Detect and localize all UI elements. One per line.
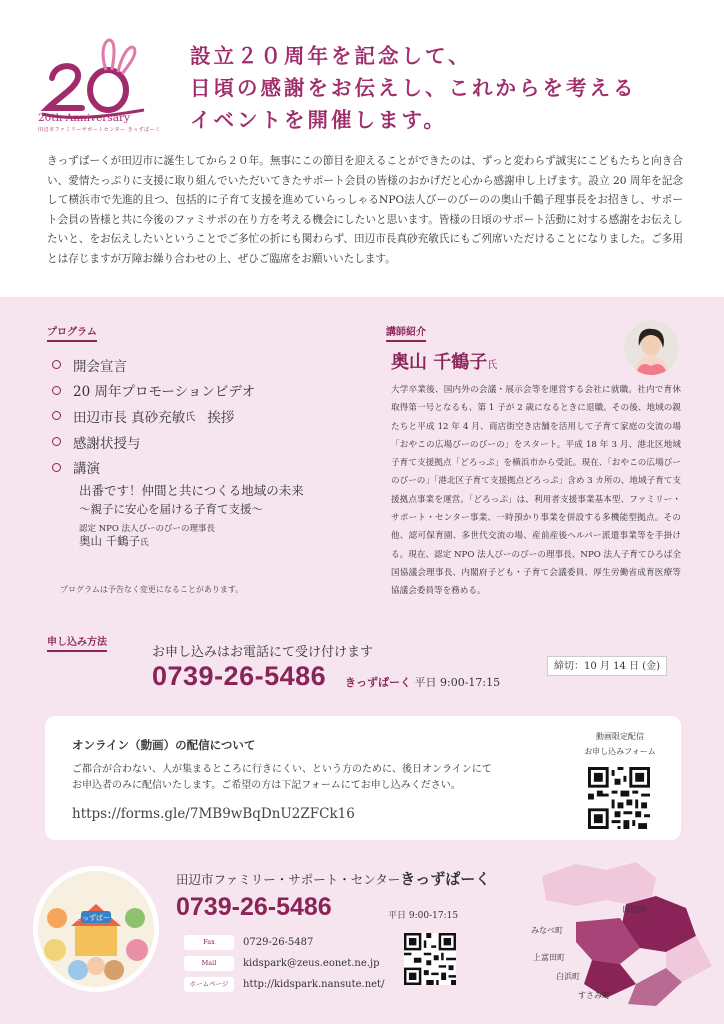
footer-hours: 平日 9:00-17:15: [388, 911, 459, 921]
apply-label: 申し込み方法: [47, 633, 107, 652]
lecture-speaker-name: 奥山 千鶴子氏: [79, 534, 149, 548]
headline-line-3: イベントを開催します。: [190, 108, 447, 132]
map-label-kamitonda: 上富田町: [533, 953, 565, 962]
lecture-subtitle: 〜親子に安心を届ける子育て支援〜: [79, 502, 263, 516]
form-qr-code-icon[interactable]: [588, 767, 650, 829]
mascot-sign-text: きっずぱーく: [75, 914, 117, 922]
mail-tag: Mail: [184, 956, 234, 971]
circle-bullet-icon: [52, 437, 61, 446]
map-label-minabe: みなべ町: [531, 926, 563, 935]
mail-link[interactable]: kidspark@zeus.eonet.ne.jp: [243, 957, 380, 969]
map-label-shirahama: 白浜町: [556, 972, 580, 981]
footer-phone: 0739-26-5486: [176, 893, 332, 921]
program-item: 感謝状授与: [52, 429, 372, 455]
program-label: プログラム: [47, 323, 97, 342]
lecture-speaker-role: 認定 NPO 法人びーのびーの理事長: [79, 524, 216, 534]
circle-bullet-icon: [52, 411, 61, 420]
apply-text: お申し込みはお電話にて受け付けます: [152, 645, 374, 660]
fax-number: 0729-26-5487: [243, 936, 314, 948]
headline-line-1: 設立２０周年を記念して、: [190, 44, 472, 68]
web-tag: ホームページ: [184, 977, 234, 992]
speaker-label: 講師紹介: [386, 323, 426, 342]
circle-bullet-icon: [52, 360, 61, 369]
lecture-title: 出番です！仲間と共につくる地域の未来: [79, 483, 304, 498]
online-form-link[interactable]: https://forms.gle/7MB9wBqDnU2ZFCk16: [72, 806, 355, 822]
fax-tag: Fax: [184, 935, 234, 950]
online-body: ご都合が合わない、人が集まるところに行きにくい、という方のために、後日オンラインにて お申込者のみに配信いたします。ご希望の方は下記フォームにてお申し込みください。: [72, 764, 492, 791]
headline: [190, 40, 710, 136]
program-note: プログラムは予告なく変更になることがあります。: [60, 585, 244, 594]
logo-org-text: 田辺市ファミリーサポートセンター きっずぱーく: [38, 127, 161, 133]
program-item: 講演: [52, 454, 372, 480]
circle-bullet-icon: [52, 463, 61, 472]
circle-bullet-icon: [52, 386, 61, 395]
speaker-portrait-icon: [624, 320, 679, 375]
online-title: オンライン（動画）の配信について: [72, 738, 256, 752]
web-link[interactable]: http://kidspark.nansute.net/: [243, 978, 385, 990]
lecture-details: [79, 482, 379, 551]
program-item: 20 周年プロモーションビデオ: [52, 378, 372, 404]
program-item: 開会宣言: [52, 352, 372, 378]
logo-anniversary-text: 20th Anniversary: [38, 112, 130, 124]
deadline-box: 締切：10 月 14 日 (金): [547, 656, 667, 676]
program-list: [52, 352, 372, 480]
mail-row: [184, 954, 379, 972]
apply-phone: 0739-26-5486: [152, 661, 327, 691]
map-label-susami: すさみ町: [578, 991, 610, 1000]
kids-animals-illustration-icon: [33, 866, 159, 992]
map-label-tanabe: 田辺市: [622, 905, 646, 914]
web-row: [184, 975, 384, 993]
qr-caption: 動画限定配信 お申し込みフォーム: [584, 732, 656, 756]
apply-hours: きっずぱーく 平日 9:00-17:15: [345, 676, 501, 689]
region-map: [536, 856, 716, 1016]
headline-line-2: 日頃の感謝をお伝えし、これからを考える: [190, 76, 637, 100]
program-item: 田辺市長 真砂充敏 氏 挨拶: [52, 403, 372, 429]
intro-paragraph: きっずぱーくが田辺市に誕生してから２０年。無事にこの節目を迎えることができたのは、ずっと変わらず誠実にこどもたちと向き合い、愛情たっぷりに支援に取り組んでいただいてきたサポート会員の皆様のおかげだと心から感謝申し上げます。設立 20 周年を記念して横浜市で先進的且つ、包括的に子育て支援を進めていらっしゃるNPO法人びーのびーのの奥山千鶴子理事長をお招きし、サポート会員の皆様と共に今後のファミサポの在り方を考える機会にしたいと思います。皆様の日頃のサポート活動に対する感謝をお伝えしたいと、をお伝えしたいということでご多忙の折にも関わらず、田辺市長真砂充敏氏にもご列席いただけることになりました。ご多用とは存じますが万障お繰り合わせの上、ぜひご臨席をお願いいたします。: [47, 155, 683, 265]
speaker-photo: [624, 320, 679, 375]
speaker-name: 奥山 千鶴子氏: [391, 352, 498, 373]
fax-row: [184, 933, 313, 951]
mascot-illustration: [33, 866, 159, 992]
footer-org-name: 田辺市ファミリー・サポート・センターきっずぱーく: [176, 870, 491, 888]
website-qr-code-icon[interactable]: [404, 933, 456, 985]
speaker-bio: 大学卒業後、国内外の会議・展示会等を運営する会社に就職。社内で育休取得第一号となるも、第 1 子が 2 歳になるときに退職。その後、地域の親たちと平成 12 年 4 月、商店街空き店舗を活用して子育て家庭の交流の場「おやこの広場びーのびーの」をスタート。平成 18 年 3 月、港北区地域子育て支援拠点「どろっぷ」を横浜市から受託。現在、「おやこの広場びーのびーの」「港北区子育て支援拠点どろっぷ」含め 3 カ所の、地域子育て支援拠点事業を運営。「どろっぷ」は、利用者支援事業基本型、ファミリー・サポート・センター事業、一時預かり事業を併設する多機能型拠点。その他、認可保育園、多世代交流の場、産前産後ヘルパー派遣事業等を手掛ける。現在、認定 NPO 法人びーのびーの理事長、NPO 法人子育てひろば全国協議会理事長、内閣府子ども・子育て会議委員、厚生労働省成育医療等協議会委員等を務める。: [391, 385, 681, 597]
